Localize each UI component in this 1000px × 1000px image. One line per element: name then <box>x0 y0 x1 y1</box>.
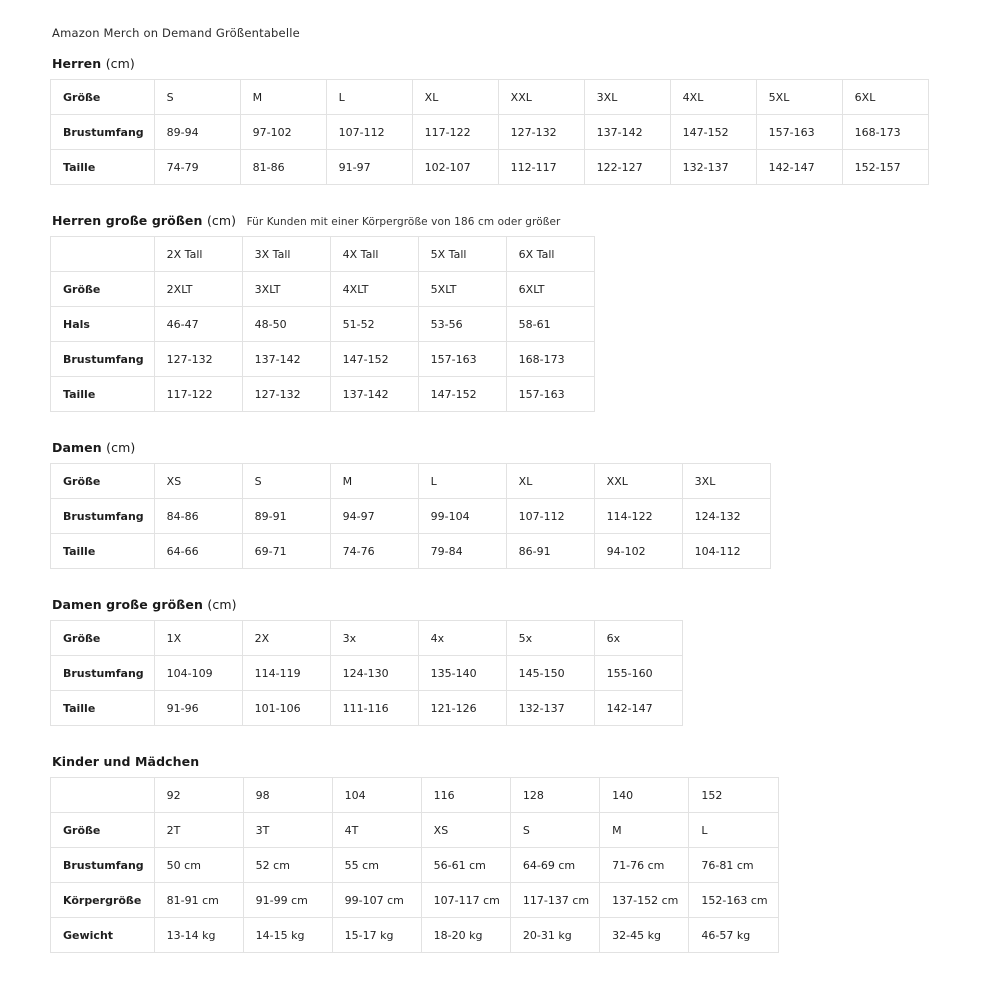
cell: 117-122 <box>412 115 498 150</box>
row-label <box>51 237 155 272</box>
cell: M <box>240 80 326 115</box>
cell: 3X Tall <box>242 237 330 272</box>
cell: 89-91 <box>242 499 330 534</box>
cell: 46-57 kg <box>689 918 778 953</box>
cell: 4x <box>418 621 506 656</box>
table-herren-tall <box>50 236 595 412</box>
cell: 152-157 <box>842 150 928 185</box>
cell: 69-71 <box>242 534 330 569</box>
cell: 6X Tall <box>506 237 594 272</box>
cell: 137-152 cm <box>600 883 689 918</box>
cell: 2X Tall <box>154 237 242 272</box>
cell: 71-76 cm <box>600 848 689 883</box>
cell: L <box>326 80 412 115</box>
table-row <box>51 150 929 185</box>
cell: 101-106 <box>242 691 330 726</box>
cell: 91-96 <box>154 691 242 726</box>
cell: 3T <box>243 813 332 848</box>
cell: 64-69 cm <box>510 848 599 883</box>
cell: 2XLT <box>154 272 242 307</box>
cell: 74-79 <box>154 150 240 185</box>
section-heading-unit: (cm) <box>105 56 135 71</box>
row-label: Hals <box>51 307 155 342</box>
table-row <box>51 691 683 726</box>
section-heading-text: Damen <box>52 440 102 455</box>
table-damen <box>50 463 771 569</box>
section-heading-herren-tall <box>52 213 960 228</box>
cell: 128 <box>510 778 599 813</box>
spacer <box>50 732 960 754</box>
section-herren-grosse-groessen <box>50 213 960 412</box>
row-label: Größe <box>51 80 155 115</box>
cell: 20-31 kg <box>510 918 599 953</box>
table-row <box>51 656 683 691</box>
cell: 127-132 <box>498 115 584 150</box>
row-label: Größe <box>51 813 155 848</box>
cell: 46-47 <box>154 307 242 342</box>
cell: 92 <box>154 778 243 813</box>
cell: 86-91 <box>506 534 594 569</box>
cell: 114-119 <box>242 656 330 691</box>
row-label: Größe <box>51 621 155 656</box>
cell: 152 <box>689 778 778 813</box>
cell: 99-107 cm <box>332 883 421 918</box>
cell: 116 <box>421 778 510 813</box>
cell: 3XL <box>682 464 770 499</box>
cell: 135-140 <box>418 656 506 691</box>
cell: 74-76 <box>330 534 418 569</box>
cell: 157-163 <box>418 342 506 377</box>
page-title: Amazon Merch on Demand Größentabelle <box>52 26 300 40</box>
cell: 147-152 <box>330 342 418 377</box>
cell: XXL <box>498 80 584 115</box>
cell: 15-17 kg <box>332 918 421 953</box>
cell: 91-99 cm <box>243 883 332 918</box>
cell: 3XL <box>584 80 670 115</box>
table-row <box>51 272 595 307</box>
table-row <box>51 813 779 848</box>
section-heading-kinder <box>52 754 960 769</box>
cell: 111-116 <box>330 691 418 726</box>
row-label <box>51 778 155 813</box>
cell: 98 <box>243 778 332 813</box>
cell: 3x <box>330 621 418 656</box>
section-heading-text: Kinder und Mädchen <box>52 754 200 769</box>
cell: 4XL <box>670 80 756 115</box>
section-kinder-und-maedchen <box>50 754 960 953</box>
cell: M <box>330 464 418 499</box>
cell: 18-20 kg <box>421 918 510 953</box>
cell: 99-104 <box>418 499 506 534</box>
cell: XS <box>154 464 242 499</box>
cell: 107-112 <box>326 115 412 150</box>
table-row <box>51 621 683 656</box>
cell: 81-91 cm <box>154 883 243 918</box>
row-label: Taille <box>51 150 155 185</box>
cell: 32-45 kg <box>600 918 689 953</box>
row-label: Größe <box>51 464 155 499</box>
table-herren <box>50 79 929 185</box>
cell: 56-61 cm <box>421 848 510 883</box>
table-row <box>51 464 771 499</box>
cell: 14-15 kg <box>243 918 332 953</box>
cell: L <box>418 464 506 499</box>
row-label: Brustumfang <box>51 342 155 377</box>
section-damen-grosse-groessen <box>50 597 960 726</box>
cell: 104-112 <box>682 534 770 569</box>
cell: 168-173 <box>506 342 594 377</box>
cell: 6x <box>594 621 682 656</box>
table-row <box>51 499 771 534</box>
cell: 89-94 <box>154 115 240 150</box>
cell: 142-147 <box>594 691 682 726</box>
cell: 2T <box>154 813 243 848</box>
cell: 137-142 <box>584 115 670 150</box>
cell: 6XLT <box>506 272 594 307</box>
cell: 94-97 <box>330 499 418 534</box>
cell: 3XLT <box>242 272 330 307</box>
cell: 132-137 <box>506 691 594 726</box>
cell: 137-142 <box>330 377 418 412</box>
cell: 79-84 <box>418 534 506 569</box>
cell: 137-142 <box>242 342 330 377</box>
cell: 112-117 <box>498 150 584 185</box>
cell: 121-126 <box>418 691 506 726</box>
cell: 5x <box>506 621 594 656</box>
table-row <box>51 377 595 412</box>
table-row <box>51 80 929 115</box>
cell: 104-109 <box>154 656 242 691</box>
spacer <box>50 575 960 597</box>
cell: XXL <box>594 464 682 499</box>
section-heading-unit: (cm) <box>106 440 136 455</box>
cell: 5XLT <box>418 272 506 307</box>
cell: 5X Tall <box>418 237 506 272</box>
row-label: Taille <box>51 691 155 726</box>
section-herren <box>50 56 960 185</box>
cell: 52 cm <box>243 848 332 883</box>
cell: 104 <box>332 778 421 813</box>
table-kinder <box>50 777 779 953</box>
table-row <box>51 848 779 883</box>
cell: 127-132 <box>242 377 330 412</box>
cell: L <box>689 813 778 848</box>
cell: 107-117 cm <box>421 883 510 918</box>
cell: 2X <box>242 621 330 656</box>
cell: 84-86 <box>154 499 242 534</box>
row-label: Taille <box>51 534 155 569</box>
cell: 127-132 <box>154 342 242 377</box>
cell: 81-86 <box>240 150 326 185</box>
section-heading-text: Herren <box>52 56 102 71</box>
row-label: Taille <box>51 377 155 412</box>
table-row <box>51 534 771 569</box>
cell: 107-112 <box>506 499 594 534</box>
cell: 13-14 kg <box>154 918 243 953</box>
cell: 97-102 <box>240 115 326 150</box>
cell: S <box>154 80 240 115</box>
table-row <box>51 115 929 150</box>
section-heading-unit: (cm) <box>207 597 237 612</box>
cell: 4T <box>332 813 421 848</box>
table-row <box>51 883 779 918</box>
cell: 155-160 <box>594 656 682 691</box>
row-label: Brustumfang <box>51 848 155 883</box>
section-heading-text: Damen große größen <box>52 597 203 612</box>
row-label: Brustumfang <box>51 115 155 150</box>
section-damen <box>50 440 960 569</box>
table-row <box>51 778 779 813</box>
cell: 51-52 <box>330 307 418 342</box>
cell: 114-122 <box>594 499 682 534</box>
cell: 50 cm <box>154 848 243 883</box>
cell: 4X Tall <box>330 237 418 272</box>
cell: 1X <box>154 621 242 656</box>
cell: 142-147 <box>756 150 842 185</box>
cell: 117-137 cm <box>510 883 599 918</box>
cell: 147-152 <box>670 115 756 150</box>
cell: S <box>242 464 330 499</box>
row-label: Brustumfang <box>51 656 155 691</box>
cell: XS <box>421 813 510 848</box>
cell: 122-127 <box>584 150 670 185</box>
cell: 124-130 <box>330 656 418 691</box>
cell: 5XL <box>756 80 842 115</box>
cell: XL <box>506 464 594 499</box>
section-heading-damen <box>52 440 960 455</box>
cell: 6XL <box>842 80 928 115</box>
cell: M <box>600 813 689 848</box>
cell: 117-122 <box>154 377 242 412</box>
cell: 58-61 <box>506 307 594 342</box>
cell: 145-150 <box>506 656 594 691</box>
cell: 152-163 cm <box>689 883 778 918</box>
cell: 140 <box>600 778 689 813</box>
cell: 48-50 <box>242 307 330 342</box>
cell: 64-66 <box>154 534 242 569</box>
cell: 55 cm <box>332 848 421 883</box>
cell: 53-56 <box>418 307 506 342</box>
section-heading-unit: (cm) <box>206 213 237 228</box>
table-row <box>51 237 595 272</box>
cell: 147-152 <box>418 377 506 412</box>
cell: 102-107 <box>412 150 498 185</box>
table-damen-plus <box>50 620 683 726</box>
table-row <box>51 342 595 377</box>
cell: 4XLT <box>330 272 418 307</box>
section-heading-damen-plus <box>52 597 960 612</box>
cell: 94-102 <box>594 534 682 569</box>
section-heading-herren <box>52 56 960 71</box>
cell: 124-132 <box>682 499 770 534</box>
cell: 157-163 <box>506 377 594 412</box>
section-heading-text: Herren große größen <box>52 213 203 228</box>
row-label: Körpergröße <box>51 883 155 918</box>
cell: 157-163 <box>756 115 842 150</box>
cell: 168-173 <box>842 115 928 150</box>
table-row <box>51 918 779 953</box>
cell: XL <box>412 80 498 115</box>
cell: S <box>510 813 599 848</box>
spacer <box>50 418 960 440</box>
row-label: Größe <box>51 272 155 307</box>
row-label: Gewicht <box>51 918 155 953</box>
row-label: Brustumfang <box>51 499 155 534</box>
cell: 91-97 <box>326 150 412 185</box>
table-row <box>51 307 595 342</box>
spacer <box>50 191 960 213</box>
section-heading-note: Für Kunden mit einer Körpergröße von 186 cm oder größer <box>246 216 561 228</box>
cell: 132-137 <box>670 150 756 185</box>
cell: 76-81 cm <box>689 848 778 883</box>
